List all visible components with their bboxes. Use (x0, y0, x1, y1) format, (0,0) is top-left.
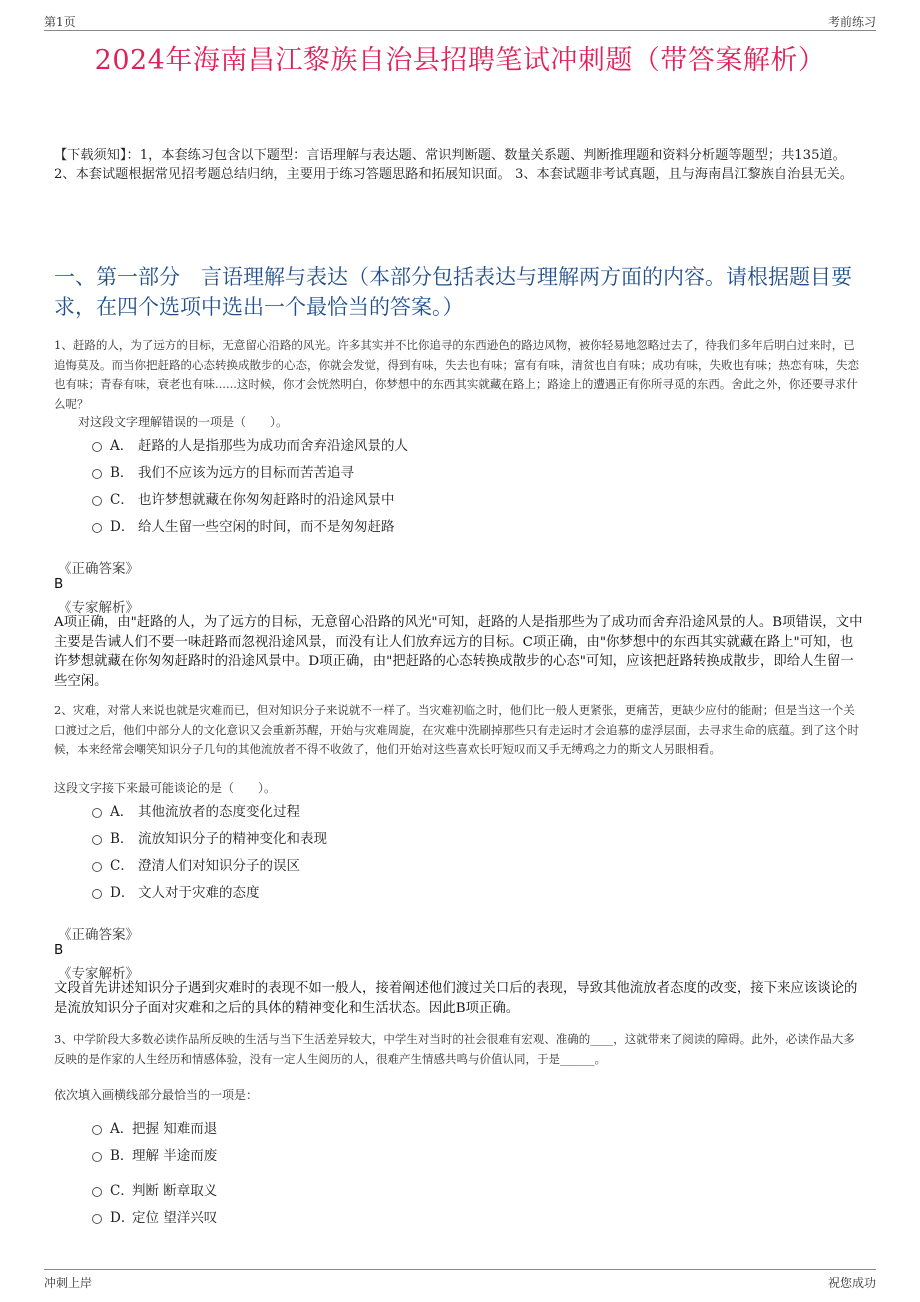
q2-answer: B (54, 942, 64, 958)
question-3-stem: 依次填入画横线部分最恰当的一项是： (54, 1088, 259, 1102)
download-notice: 【下载须知】：1，本套练习包含以下题型：言语理解与表达题、常识判断题、数量关系题、判断推理题和资料分析题等题型；共135道。 2、本套试题根据常见招考题总结归纳，主要用于练习答题思路和拓展知识面。 3、本套试题非考试真题，且与海南昌江黎族自治县无关。 (54, 148, 854, 182)
q3-option-c[interactable]: C． 判断 断章取义 (92, 1179, 217, 1199)
radio-icon[interactable] (92, 835, 102, 845)
question-1-stem: 对这段文字理解错误的一项是（ ）。 (78, 415, 289, 429)
footer-right: 祝您成功 (827, 1276, 876, 1290)
page-number: 第1页 (44, 15, 76, 29)
q2-option-a[interactable]: A． 其他流放者的态度变化过程 (92, 800, 300, 820)
q2-analysis: 文段首先讲述知识分子遇到灾难时的表现不如一般人，接着阐述他们渡过关口后的表现，导致其他流放者态度的改变，接下来应该谈论的是流放知识分子面对灾难和之后的具体的精神变化和生活状态。因此B项正确。 (54, 981, 858, 1016)
q3-option-d[interactable]: D． 定位 望洋兴叹 (92, 1206, 217, 1226)
radio-icon[interactable] (92, 496, 102, 506)
header-label: 考前练习 (827, 15, 876, 29)
question-3-text: 3、中学阶段大多数必读作品所反映的生活与当下生活差异较大，中学生对当时的社会很难有宏观、准确的____，这就带来了阅读的障碍。此外，必读作品大多反映的是作家的人生经历和情感体验，没有一定人生阅历的人，很难产生情感共鸣与价值认同，于是______。 (54, 1032, 855, 1066)
question-1-text: 1、赶路的人，为了远方的目标，无意留心沿路的风光。许多其实并不比你追寻的东西逊色的路边风物，被你轻易地忽略过去了，待我们多年后明白过来时，已追悔莫及。而当你把赶路的心态转换成散步的心态，你就会发觉，得到有味，失去也有味；富有有味，清贫也自有味；成功有味，失败也有味；热恋有味，失恋也有味；青春有味，衰老也有味......这时候，你才会恍然明白，你梦想中的东西其实就藏在路上；路途上的遭遇正有你所寻觅的东西。舍此之外，你还要寻求什么呢？ (54, 338, 859, 411)
radio-icon[interactable] (92, 1152, 102, 1162)
q1-option-c[interactable]: C． 也许梦想就藏在你匆匆赶路时的沿途风景中 (92, 488, 395, 508)
q1-answer-label: 《正确答案》 (58, 561, 139, 577)
page-header (44, 10, 876, 31)
radio-icon[interactable] (92, 469, 102, 479)
q1-analysis: A项正确，由"赶路的人，为了远方的目标，无意留心沿路的风光"可知，赶路的人是指那些为了成功而舍弃沿途风景的人。B项错误，文中主要是告诫人们不要一味赶路而忽视沿途风景，而没有让人们放弃远方的目标。C项正确，由"你梦想中的东西其实就藏在路上"可知，也许梦想就藏在你匆匆赶路时的沿途风景中。D项正确，由"把赶路的心态转换成散步的心态"可知，应该把赶路转换成散步，即给人生留一些空闲。 (54, 615, 863, 689)
document-title: 2024年海南昌江黎族自治县招聘笔试冲刺题（带答案解析） (94, 45, 826, 76)
q1-option-a[interactable]: A． 赶路的人是指那些为成功而舍弃沿途风景的人 (92, 434, 408, 454)
q2-option-d[interactable]: D． 文人对于灾难的态度 (92, 881, 260, 901)
section-heading: 一、第一部分 言语理解与表达（本部分包括表达与理解两方面的内容。请根据题目要求，在四个选项中选出一个最恰当的答案。） (54, 265, 852, 319)
radio-icon[interactable] (92, 523, 102, 533)
radio-icon[interactable] (92, 862, 102, 872)
q2-answer-label: 《正确答案》 (58, 927, 139, 943)
q1-analysis-label: 《专家解析》 (58, 600, 139, 616)
q3-option-a[interactable]: A． 把握 知难而退 (92, 1117, 217, 1137)
q3-option-b[interactable]: B． 理解 半途而废 (92, 1144, 217, 1164)
q1-option-d[interactable]: D． 给人生留一些空闲的时间，而不是匆匆赶路 (92, 515, 395, 535)
radio-icon[interactable] (92, 1125, 102, 1135)
radio-icon[interactable] (92, 442, 102, 452)
radio-icon[interactable] (92, 1214, 102, 1224)
q2-analysis-label: 《专家解析》 (58, 966, 139, 982)
page-footer (44, 1269, 876, 1292)
footer-left: 冲刺上岸 (44, 1276, 93, 1290)
q1-answer: B (54, 576, 64, 592)
q2-option-c[interactable]: C． 澄清人们对知识分子的误区 (92, 854, 300, 874)
question-2-text: 2、灾难，对常人来说也就是灾难而已，但对知识分子来说就不一样了。当灾难初临之时，他们比一般人更紧张，更痛苦，更缺少应付的能耐；但是当这一个关口渡过之后，他们中部分人的文化意识又会重新苏醒，开始与灾难周旋，在灾难中洗刷掉那些只有走运时才会追慕的虚浮层面，去寻求生命的底蕴。到了这个时候，本来经常会嘲笑知识分子几句的其他流放者不得不收敛了，他们开始对这些喜欢长吁短叹而又手无缚鸡之力的斯文人另眼相看。 (54, 703, 859, 756)
q2-option-b[interactable]: B． 流放知识分子的精神变化和表现 (92, 827, 327, 847)
radio-icon[interactable] (92, 1187, 102, 1197)
radio-icon[interactable] (92, 808, 102, 818)
question-2-stem: 这段文字接下来最可能谈论的是（ ）。 (54, 781, 277, 795)
radio-icon[interactable] (92, 889, 102, 899)
q1-option-b[interactable]: B． 我们不应该为远方的目标而苦苦追寻 (92, 461, 354, 481)
